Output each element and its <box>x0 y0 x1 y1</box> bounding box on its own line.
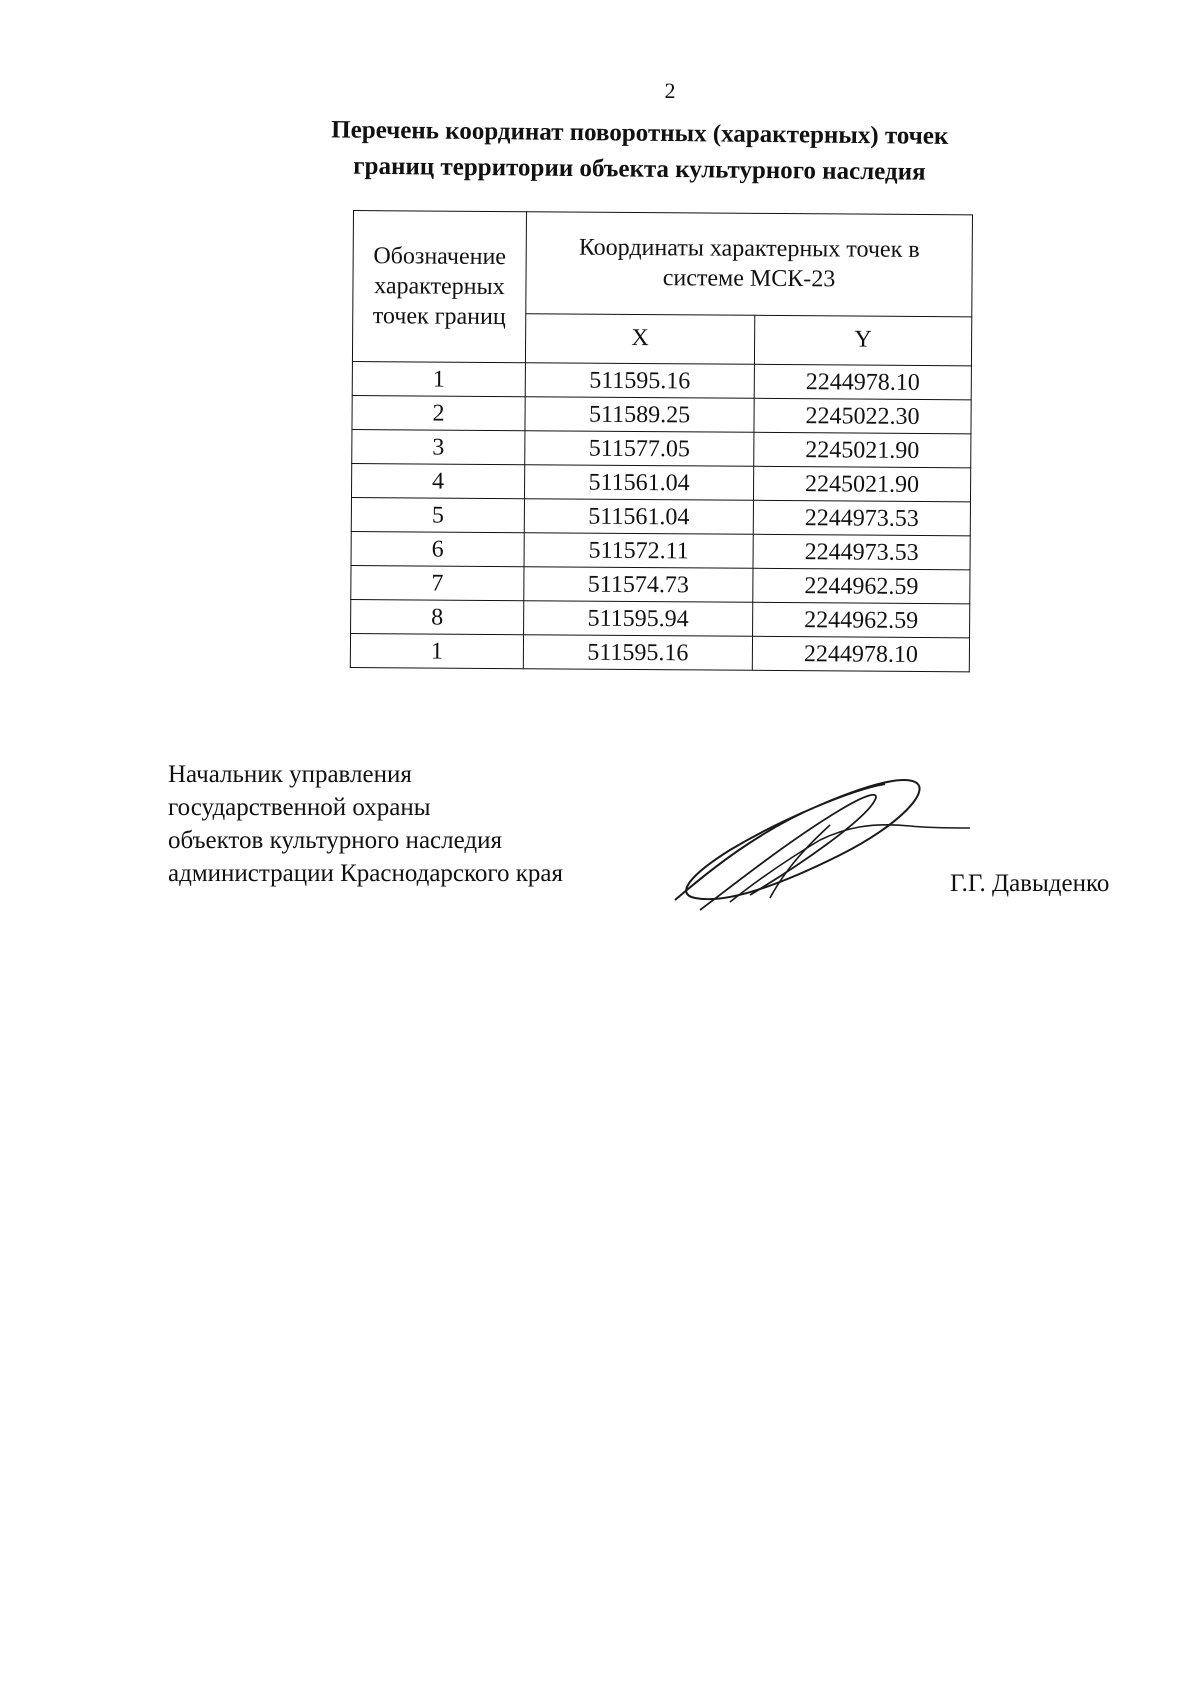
handwritten-signature <box>670 770 970 920</box>
document-title <box>289 112 990 191</box>
cell-x: 511595.94 <box>524 601 753 637</box>
coordinates-table <box>350 210 973 672</box>
cell-y: 2244973.53 <box>753 500 970 536</box>
signatory-position <box>168 758 563 890</box>
table-row <box>351 565 970 603</box>
cell-y: 2244973.53 <box>753 534 970 570</box>
table-row <box>351 497 970 535</box>
document-title-line-1: Перечень координат поворотных (характерных) точек <box>331 116 949 150</box>
cell-point: 1 <box>350 633 523 668</box>
cell-y: 2244962.59 <box>753 568 970 604</box>
cell-point: 8 <box>351 599 524 634</box>
cell-x: 511574.73 <box>524 567 753 603</box>
page-number: 2 <box>664 78 676 103</box>
signatory-position-line: Начальник управления <box>168 761 412 788</box>
cell-x: 511577.05 <box>525 431 754 467</box>
signatory-position-line: объектов культурного наследия <box>168 827 502 854</box>
cell-y: 2244978.10 <box>752 636 969 672</box>
cell-y: 2245021.90 <box>753 466 970 502</box>
cell-point: 4 <box>351 463 524 498</box>
header-y: Y <box>754 315 971 366</box>
cell-y: 2244962.59 <box>753 602 970 638</box>
cell-x: 511561.04 <box>524 465 753 501</box>
cell-x: 511561.04 <box>524 499 753 535</box>
signatory-name: Г.Г. Давыденко <box>950 870 1110 897</box>
cell-x: 511572.11 <box>524 533 753 569</box>
cell-y: 2245022.30 <box>754 398 971 434</box>
cell-x: 511595.16 <box>525 363 754 399</box>
cell-point: 7 <box>351 565 524 600</box>
signatory-position-line: администрации Краснодарского края <box>168 860 564 887</box>
cell-point: 5 <box>351 497 524 532</box>
table-row <box>350 633 969 671</box>
table-row <box>351 599 970 637</box>
table-row <box>352 361 971 399</box>
table-row <box>352 395 971 433</box>
cell-point: 2 <box>352 395 525 430</box>
table-row <box>351 463 970 501</box>
header-x: X <box>525 313 754 364</box>
cell-y: 2245021.90 <box>754 432 971 468</box>
cell-point: 6 <box>351 531 524 566</box>
cell-point: 3 <box>352 429 525 464</box>
table-row <box>352 429 971 467</box>
table-row <box>351 531 970 569</box>
signatory-position-line: государственной охраны <box>168 794 431 821</box>
cell-x: 511589.25 <box>525 397 754 433</box>
table-header-row <box>353 211 973 317</box>
cell-point: 1 <box>352 361 525 396</box>
header-coordinates: Координаты характерных точек в системе МСК-23 <box>526 212 973 317</box>
cell-y: 2244978.10 <box>754 364 971 400</box>
document-title-line-2: границ территории объекта культурного наследия <box>353 152 926 186</box>
header-designation: Обозначение характерных точек границ <box>352 211 526 363</box>
cell-x: 511595.16 <box>523 635 752 671</box>
